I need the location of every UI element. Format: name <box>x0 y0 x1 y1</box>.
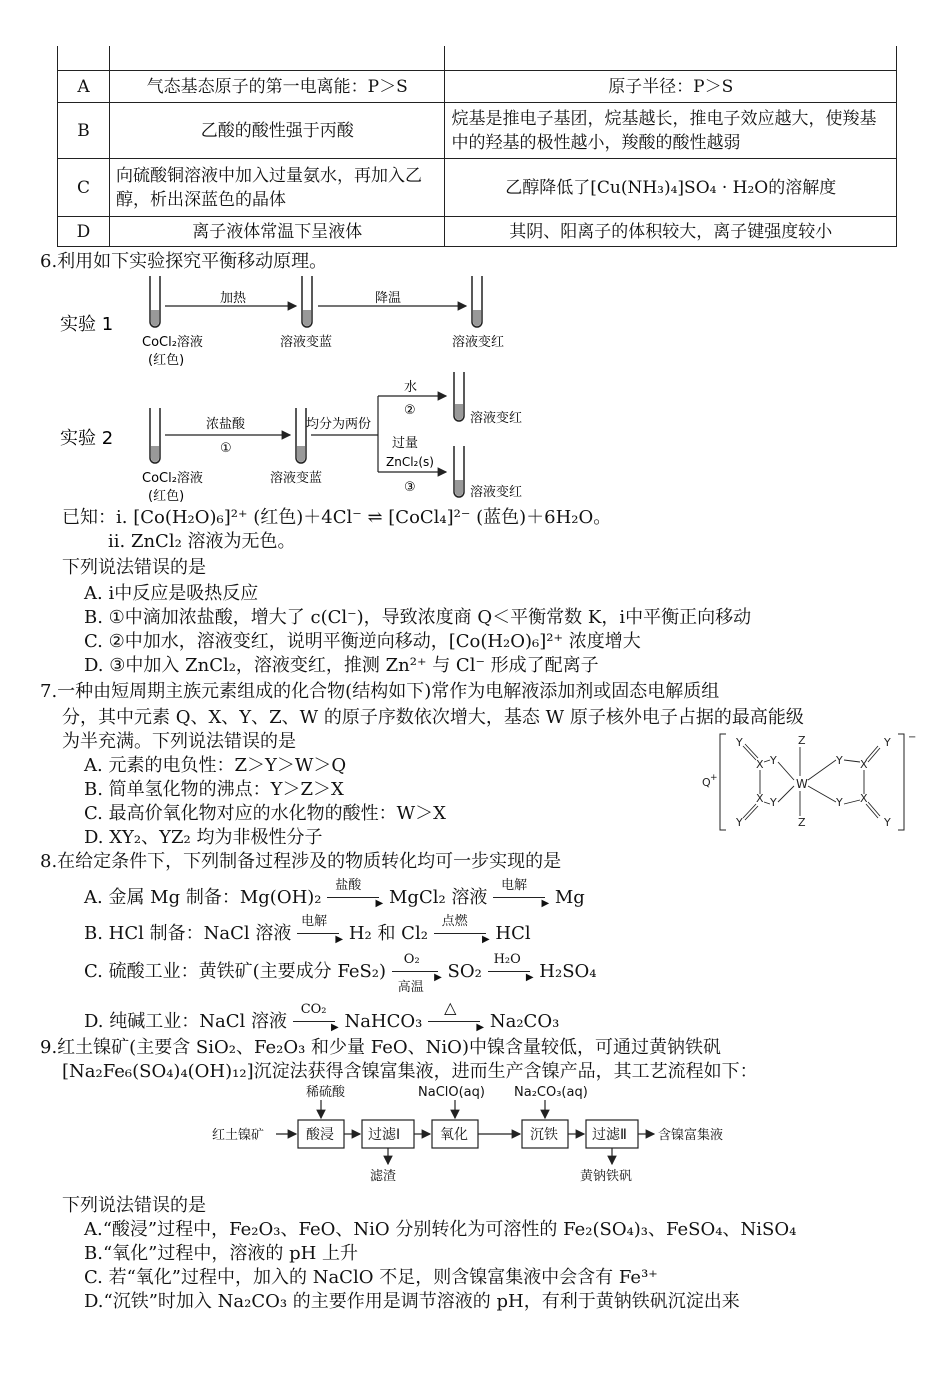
q8-d-cond2: △ <box>444 998 457 1017</box>
q8-option-d <box>84 998 560 1034</box>
struct-z-bottom: Z <box>798 816 806 829</box>
q6-option-d: D. ③中加入 ZnCl₂，溶液变红，推测 Zn²⁺ 与 Cl⁻ 形成了配离子 <box>84 655 599 676</box>
q8-c-cond1: O₂ <box>403 952 420 967</box>
exp1-result1: 溶液变蓝 <box>280 335 333 350</box>
q8-d-mid: NaHCO₃ <box>344 1011 423 1032</box>
q9-option-c: C. 若“氧化”过程中，加入的 NaClO 不足，则含镍富集液中会含有 Fe³⁺ <box>84 1267 658 1288</box>
flow-input-2: NaClO(aq) <box>418 1085 485 1100</box>
test-tube-icon <box>472 276 482 327</box>
q7-stem-2: 分，其中元素 Q、X、Y、Z、W 的原子序数依次增大，基态 W 原子核外电子占据的最高能级 <box>62 707 804 728</box>
row-d-label: D <box>58 217 110 247</box>
struct-q: Q <box>702 776 711 789</box>
struct-q-charge: + <box>710 773 718 783</box>
test-tube-icon <box>296 408 306 463</box>
reaction-arrow: 电解 ▶ <box>493 888 549 908</box>
q8-b-cond2: 点燃 <box>441 914 468 929</box>
exp1-arrow1-label: 加热 <box>220 291 247 306</box>
q6-known1: 已知：ⅰ. [Co(H₂O)₆]²⁺ (红色)＋4Cl⁻ ⇌ [CoCl₄]²⁻ (蓝色)＋6H₂O。 <box>62 507 612 528</box>
q6-option-b: B. ①中滴加浓盐酸，增大了 c(Cl⁻)，导致浓度商 Q＜平衡常数 K，ⅰ中平衡正向移动 <box>84 607 752 628</box>
row-c-label: C <box>58 159 110 217</box>
flow-step-oxidize: 氧化 <box>440 1127 468 1143</box>
exp2-step3: ③ <box>404 480 416 495</box>
q8-a-cond2: 电解 <box>501 878 528 893</box>
struct-y: Y <box>884 816 891 829</box>
struct-y: Y <box>770 754 777 767</box>
flow-output-2: 黄钠铁矾 <box>580 1169 633 1184</box>
q6-option-c: C. ②中加水，溶液变红，说明平衡逆向移动，[Co(H₂O)₆]²⁺ 浓度增大 <box>84 631 641 652</box>
q7-option-a: A. 元素的电负性：Z＞Y＞W＞Q <box>84 755 347 776</box>
reaction-arrow: 盐酸 ▶ <box>327 888 383 908</box>
test-tube-icon <box>454 372 464 421</box>
q6-experiment-diagram <box>0 270 950 506</box>
struct-y: Y <box>836 796 843 809</box>
struct-charge: − <box>908 732 917 743</box>
q6-option-a: A. ⅰ中反应是吸热反应 <box>84 583 259 604</box>
q9-ask: 下列说法错误的是 <box>62 1195 206 1216</box>
struct-y: Y <box>836 754 843 767</box>
exp2-branch2-label-a: 过量 <box>392 436 419 451</box>
test-tube-icon <box>150 276 160 327</box>
flow-step-filter-1: 过滤Ⅰ <box>368 1127 401 1143</box>
struct-y: Y <box>770 796 777 809</box>
row-b-reason: 烷基是推电子基团，烷基越长，推电子效应越大，使羧基中的羟基的极性越小，羧酸的酸性越弱 <box>445 103 897 159</box>
q8-option-a <box>84 878 585 910</box>
exp2-result2: 溶液变红 <box>470 411 523 426</box>
struct-w: W <box>796 777 808 791</box>
q8-c-end: H₂SO₄ <box>539 961 597 982</box>
q9-option-d: D.“沉铁”时加入 Na₂CO₃ 的主要作用是调节溶液的 pH，有利于黄钠铁矾沉淀出来 <box>84 1291 740 1312</box>
q7-option-d: D. XY₂、YZ₂ 均为非极性分子 <box>84 827 323 848</box>
q7-stem-3: 为半充满。下列说法错误的是 <box>62 731 296 752</box>
q8-a-end: Mg <box>554 887 585 908</box>
q7-option-c: C. 最高价氧化物对应的水化物的酸性：W＞X <box>84 803 446 824</box>
row-d-reason: 其阴、阳离子的体积较大，离子键强度较小 <box>445 217 897 247</box>
struct-x: X <box>756 758 764 771</box>
reaction-arrow: 点燃 ▶ <box>434 924 490 944</box>
q8-d-end: Na₂CO₃ <box>489 1011 560 1032</box>
q8-c-cond2: H₂O <box>493 952 521 967</box>
q6-known2: ⅱ. ZnCl₂ 溶液为无色。 <box>108 531 296 552</box>
row-a-stmt: 气态基态原子的第一电离能：P＞S <box>109 71 445 103</box>
exp2-title: 实验 2 <box>60 428 114 449</box>
exp2-branch1-label: 水 <box>404 380 418 395</box>
struct-x: X <box>860 792 868 805</box>
q8-a-cond1: 盐酸 <box>335 878 362 893</box>
row-c-stmt: 向硫酸铜溶液中加入过量氨水，再加入乙醇，析出深蓝色的晶体 <box>109 159 445 217</box>
reaction-arrow: O₂ ▶ 高温 <box>392 962 442 982</box>
exp2-result1: 溶液变蓝 <box>270 471 323 486</box>
reaction-arrow: △ ▶ <box>428 1012 484 1032</box>
reaction-arrow: CO₂ ▶ <box>293 1012 339 1032</box>
q8-c-mid: SO₂ <box>447 961 482 982</box>
flow-start: 红土镍矿 <box>212 1128 265 1143</box>
test-tube-icon <box>302 276 312 327</box>
q9-option-a: A.“酸浸”过程中，Fe₂O₃、FeO、NiO 分别转化为可溶性的 Fe₂(SO₄)₃、FeSO₄、NiSO₄ <box>84 1219 797 1240</box>
flow-step-filter-2: 过滤Ⅱ <box>592 1127 627 1143</box>
q8-d-cond1: CO₂ <box>300 1002 327 1017</box>
exp1-arrow2-label: 降温 <box>375 291 402 306</box>
exp2-step1: ① <box>220 441 232 456</box>
row-a-label: A <box>58 71 110 103</box>
q9-process-flow <box>200 1080 760 1188</box>
options-table <box>57 46 897 247</box>
exp2-branch2-label-b: ZnCl₂(s) <box>386 455 434 469</box>
q8-b-end: HCl <box>495 923 531 944</box>
struct-y: Y <box>736 736 743 749</box>
flow-input-3: Na₂CO₃(aq) <box>514 1085 588 1100</box>
q8-a-mid: MgCl₂ 溶液 <box>388 887 488 908</box>
exp1-start: CoCl₂溶液 <box>142 335 203 350</box>
row-d-stmt: 离子液体常温下呈液体 <box>109 217 445 247</box>
row-b-stmt: 乙酸的酸性强于丙酸 <box>109 103 445 159</box>
q8-a-start: A. 金属 Mg 制备：Mg(OH)₂ <box>84 887 322 908</box>
reaction-arrow: H₂O ▶ <box>488 962 534 982</box>
exp1-result2: 溶液变红 <box>452 335 505 350</box>
flow-output-1: 滤渣 <box>370 1169 397 1184</box>
exp2-split-label: 均分为两份 <box>306 417 372 432</box>
exp2-arrow1-label: 浓盐酸 <box>206 417 246 432</box>
q8-c-start: C. 硫酸工业：黄铁矿(主要成分 FeS₂) <box>84 961 387 982</box>
q8-b-mid: H₂ 和 Cl₂ <box>348 923 428 944</box>
q9-stem-1: 9.红土镍矿(主要含 SiO₂、Fe₂O₃ 和少量 FeO、NiO)中镍含量较低，可通过黄钠铁矾 <box>40 1037 721 1058</box>
exp2-result3: 溶液变红 <box>470 485 523 500</box>
q7-stem-1: 7.一种由短周期主族元素组成的化合物(结构如下)常作为电解液添加剂或固态电解质组 <box>40 681 720 702</box>
row-b-label: B <box>58 103 110 159</box>
flow-step-precipitate-iron: 沉铁 <box>530 1127 558 1143</box>
test-tube-icon <box>454 446 464 497</box>
q8-d-start: D. 纯碱工业：NaCl 溶液 <box>84 1011 287 1032</box>
reaction-arrow: 电解 ▶ <box>297 924 343 944</box>
struct-y: Y <box>884 736 891 749</box>
row-a-reason: 原子半径：P＞S <box>445 71 897 103</box>
q8-option-b <box>84 914 531 946</box>
q6-ask: 下列说法错误的是 <box>62 557 206 578</box>
test-tube-icon <box>150 408 160 463</box>
exp1-title: 实验 1 <box>60 314 114 335</box>
flow-end: 含镍富集液 <box>658 1128 724 1143</box>
q9-stem-2: [Na₂Fe₆(SO₄)₄(OH)₁₂]沉淀法获得含镍富集液，进而生产含镍产品，其工艺流程如下： <box>62 1061 758 1082</box>
struct-x: X <box>756 792 764 805</box>
q8-option-c <box>84 952 597 995</box>
struct-x: X <box>860 758 868 771</box>
q8-stem: 8.在给定条件下，下列制备过程涉及的物质转化均可一步实现的是 <box>40 851 562 872</box>
row-c-reason: 乙醇降低了[Cu(NH₃)₄]SO₄ · H₂O的溶解度 <box>445 159 897 217</box>
exp2-start: CoCl₂溶液 <box>142 471 203 486</box>
q8-b-start: B. HCl 制备：NaCl 溶液 <box>84 923 292 944</box>
flow-step-acid-leach: 酸浸 <box>306 1127 334 1143</box>
struct-z-top: Z <box>798 734 806 747</box>
struct-y: Y <box>736 816 743 829</box>
q7-option-b: B. 简单氢化物的沸点：Y＞Z＞X <box>84 779 344 800</box>
exp2-start-color: (红色) <box>148 489 185 504</box>
q8-b-cond1: 电解 <box>301 914 328 929</box>
q7-structure-diagram <box>700 730 920 834</box>
exp1-start-color: (红色) <box>148 353 185 368</box>
q6-stem: 6.利用如下实验探究平衡移动原理。 <box>40 251 328 272</box>
flow-input-1: 稀硫酸 <box>306 1085 346 1100</box>
q9-option-b: B.“氧化”过程中，溶液的 pH 上升 <box>84 1243 359 1264</box>
q8-c-cond1b: 高温 <box>397 980 424 995</box>
exp2-step2: ② <box>404 403 416 418</box>
